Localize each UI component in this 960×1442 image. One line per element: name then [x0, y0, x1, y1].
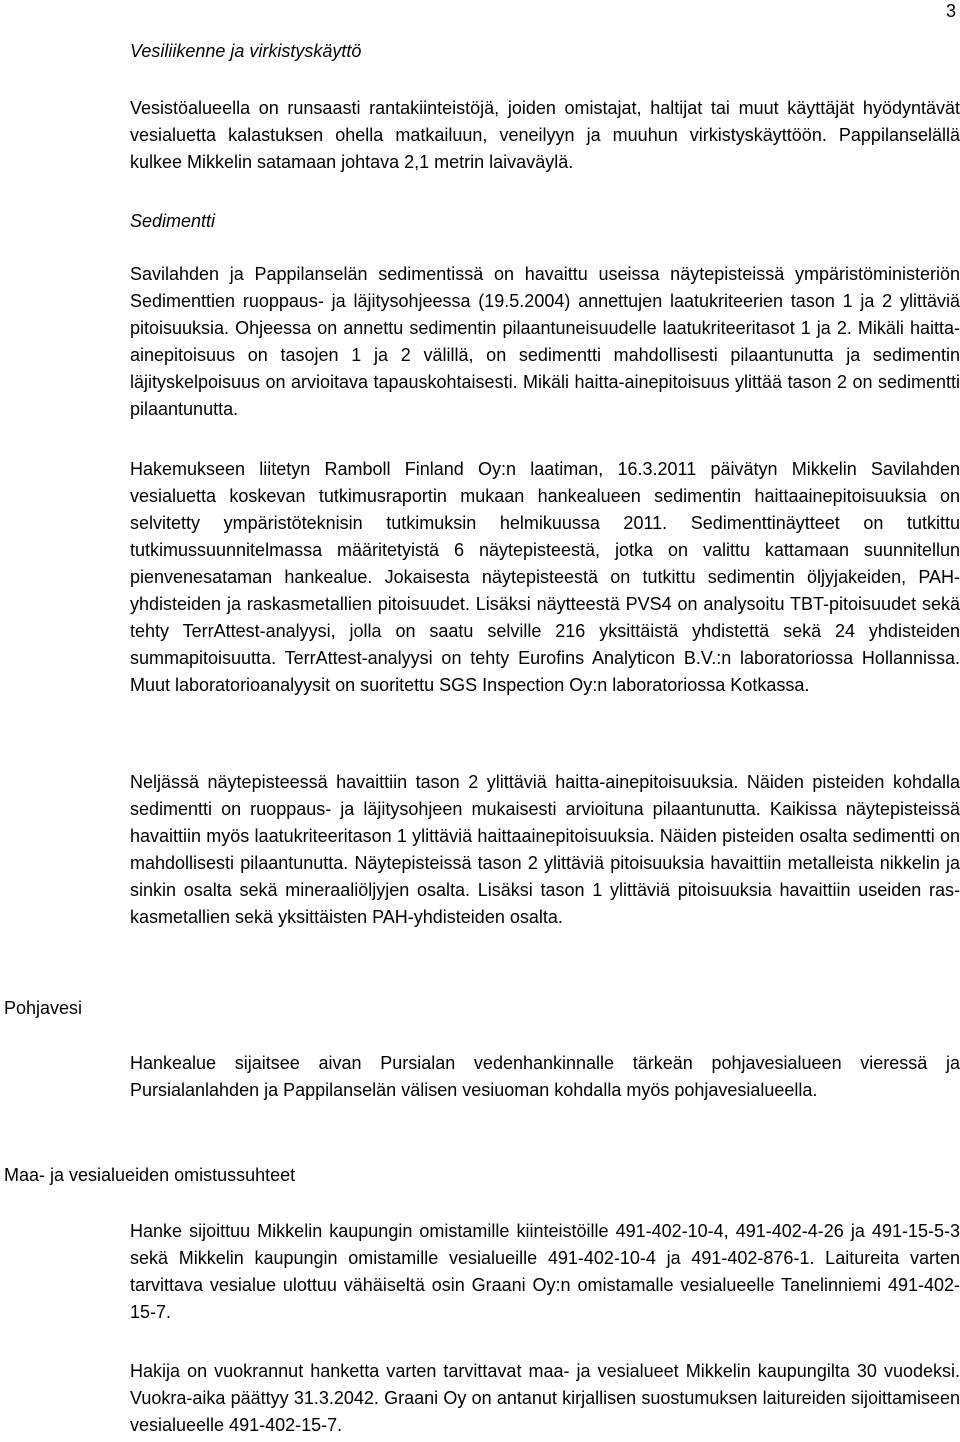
paragraph-omistussuhteet-2: Hakija on vuokrannut hanketta varten tarvittavat maa- ja vesialueet Mikkelin kaupungilta 30 vuodeksi. Vuokra-aika päättyy 31.3.2042. Graani Oy on antanut kirjallisen suostumuksen laitureiden sijoittamiseen vesialueelle 491-402-15-7.: [130, 1361, 960, 1435]
section-heading-sedimentti: Sedimentti: [130, 211, 216, 231]
section-heading-vesiliikenne: Vesiliikenne ja virkistyskäyttö: [130, 41, 362, 61]
paragraph-sedimentti-1: Savilahden ja Pappilanselän sedimentissä on havaittu useissa näytepisteissä ympäristöministeriön Sedimenttien ruoppaus- ja läjitysohjeessa (19.5.2004) annettujen laatukriteerien tason 1 ja 2 ylittäviä pitoisuuksia. Ohjeessa on annettu sedimentin pilaantuneisuudelle laatukriteeritasot 1 ja 2. Mikäli haitta-ainepitoisuus on tasojen 1 ja 2 välillä, on sedimentti mahdollisesti pilaantunutta ja sedimentin läjityskelpoisuus on arvioitava tapauskohtaisesti. Mikäli haitta-ainepitoisuus ylittää tason 2 on sedimentti pilaantunutta.: [130, 264, 960, 419]
section-heading-pohjavesi: Pohjavesi: [4, 998, 83, 1018]
page-number: 3: [945, 1, 956, 21]
paragraph-sedimentti-2: Hakemukseen liitetyn Ramboll Finland Oy:n laatiman, 16.3.2011 päivätyn Mikkelin Savilahden vesialuetta koskevan tutkimusraportin mukaan hankealueen sedimentin haittaainepitoisuuksia on selvitetty ympäristöteknisin tutkimuksin helmikuussa 2011. Sedimenttinäytteet on tutkittu tutkimussuunnitelmassa määritetyistä 6 näytepisteestä, jotka on valittu kattamaan suunnitellun pienvenesataman hankealue. Jokaisesta näytepisteestä on tutkittu sedimentin öljyjakeiden, PAH-yhdisteiden ja raskasmetallien pitoisuudet. Lisäksi näytteestä PVS4 on analysoitu TBT-pitoisuudet sekä tehty TerrAttest-analyysi, jolla on saatu selville 216 yksittäistä yhdistettä sekä 24 yhdisteiden summapitoisuutta. TerrAttest-analyysi on tehty Eurofins Analyticon B.V.:n laboratoriossa Hollannissa. Muut laboratorioanalyysit on suoritettu SGS Inspection Oy:n laboratoriossa Kotkassa.: [130, 459, 960, 695]
section-heading-omistussuhteet: Maa- ja vesialueiden omistussuhteet: [4, 1165, 296, 1185]
paragraph-pohjavesi-1: Hankealue sijaitsee aivan Pursialan vedenhankinnalle tärkeän pohjavesialueen vieressä ja Pursialanlahden ja Pappilanselän välisen vesiuoman kohdalla myös pohjavesialueella.: [130, 1053, 960, 1100]
paragraph-sedimentti-3: Neljässä näytepisteessä havaittiin tason 2 ylittäviä haitta-ainepitoisuuksia. Näiden pisteiden kohdalla sedimentti on ruoppaus- ja läjitysohjeen mukaisesti arvioituna pilaantunutta. Kaikissa näytepisteissä havaittiin myös laatukriteeritason 1 ylittäviä haittaainepitoisuuksia. Näiden pisteiden osalta sedimentti on mahdollisesti pilaantunutta. Näytepisteissä tason 2 ylittäviä pitoisuuksia havaittiin metalleista nikkelin ja sinkin osalta sekä mineraaliöljyjen osalta. Lisäksi tason 1 ylittäviä pitoisuuksia havaittiin useiden raskasmetallien sekä yksittäisten PAH-yhdisteiden osalta.: [130, 772, 960, 927]
paragraph-vesiliikenne-1: Vesistöalueella on runsaasti rantakiinteistöjä, joiden omistajat, haltijat tai muut käyttäjät hyödyntävät vesialuetta kalastuksen ohella matkailuun, veneilyyn ja muuhun virkistyskäyttöön. Pappilanselällä kulkee Mikkelin satamaan johtava 2,1 metrin laivaväylä.: [130, 98, 960, 172]
paragraph-omistussuhteet-1: Hanke sijoittuu Mikkelin kaupungin omistamille kiinteistöille 491-402-10-4, 491-402-4-26 ja 491-15-5-3 sekä Mikkelin kaupungin omistamille vesialueille 491-402-10-4 ja 491-​402-876-1. Laitureita varten tarvittava vesialue ulottuu vähäiseltä osin Graani Oy:n omistamalle vesialueelle Tanelinniemi 491-402-15-7.: [130, 1221, 960, 1322]
